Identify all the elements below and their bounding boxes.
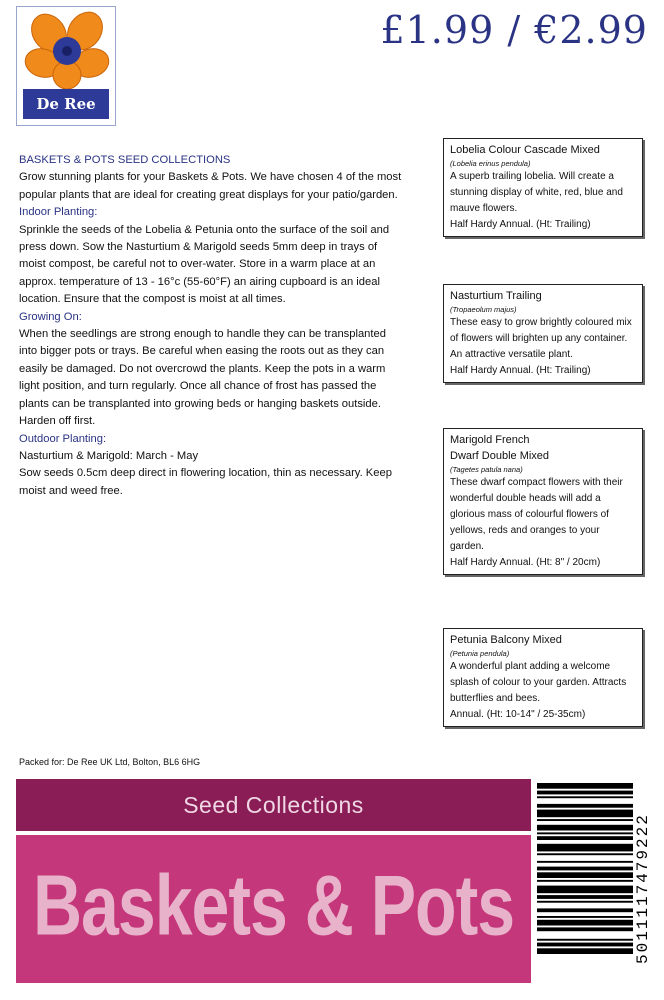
collection-band: Seed Collections [16, 779, 531, 831]
outdoor-text: Sow seeds 0.5cm deep direct in flowering location, thin as necessary. Keep moist and weed free. [19, 467, 392, 497]
barcode-bar [537, 901, 633, 903]
barcode-bar [537, 939, 633, 941]
flower-icon [23, 11, 111, 91]
variety-footer: Half Hardy Annual. (Ht: 8" / 20cm) [450, 557, 601, 568]
barcode-bar [537, 927, 633, 931]
barcode-bar [537, 861, 633, 863]
barcode-bar [537, 908, 633, 912]
variety-text: These easy to grow brightly coloured mix of flowers will brighten up any container. An attractive versatile plant. [450, 317, 632, 360]
variety-title: Marigold French [450, 434, 530, 446]
variety-latin: (Tropaeolum majus) [450, 305, 517, 314]
barcode-bar [537, 796, 633, 798]
variety-title: Nasturtium Trailing [450, 290, 542, 302]
outdoor-line: Nasturtium & Marigold: March - May [19, 449, 199, 462]
barcode-bar [537, 832, 633, 834]
barcode-bar [537, 804, 633, 808]
growing-heading: Growing On: [19, 310, 82, 323]
brand-name: De Ree [23, 89, 109, 119]
packed-for: Packed for: De Ree UK Ltd, Bolton, BL6 6HG [19, 757, 201, 767]
barcode-bar [537, 943, 633, 947]
barcode-bar [537, 948, 633, 954]
variety-box-petunia [443, 628, 643, 727]
variety-box-nasturtium [443, 284, 643, 383]
barcode-icon [537, 779, 647, 989]
barcode-bar [537, 783, 633, 789]
barcode-bar [537, 867, 633, 871]
barcode-bar [537, 819, 633, 821]
variety-title-line2: Dwarf Double Mixed [450, 450, 550, 462]
variety-latin: (Petunia pendula) [450, 649, 510, 658]
barcode-bar [537, 853, 633, 855]
instructions [19, 152, 405, 500]
indoor-heading: Indoor Planting: [19, 206, 98, 219]
barcode-bar [537, 872, 633, 878]
variety-footer: Annual. (Ht: 10-14" / 25-35cm) [450, 709, 586, 720]
main-heading: BASKETS & POTS SEED COLLECTIONS [19, 154, 231, 166]
variety-box-marigold [443, 428, 643, 575]
variety-title: Petunia Balcony Mixed [450, 634, 562, 646]
variety-latin: (Tagetes patula nana) [450, 465, 523, 474]
barcode-bar [537, 895, 633, 899]
barcode-bar [537, 836, 633, 840]
barcode-number: 5011117479222 [634, 813, 652, 965]
barcode-bar [537, 920, 633, 926]
indoor-text: Sprinkle the seeds of the Lobelia & Petunia onto the surface of the soil and press down. Sow the Nasturtium & Marigold seeds 5mm deep in trays of moist compost, be careful not to over-water. Store in a warm place at an approx. temperature of 13 - 16°c (55-60°F) an airing cupboard is an ideal location. Ensure that the compost is moist at all times. [19, 223, 390, 306]
variety-latin: (Lobelia erinus pendula) [450, 159, 531, 168]
barcode-bar [537, 880, 633, 882]
barcode-bar [537, 810, 633, 818]
product-title: Baskets & Pots [32, 858, 515, 954]
outdoor-heading: Outdoor Planting: [19, 432, 107, 445]
product-band [16, 835, 531, 983]
barcode-bar [537, 916, 633, 918]
barcode-bar [537, 791, 633, 795]
variety-box-lobelia [443, 138, 643, 237]
price: £1.99 / €2.99 [380, 8, 648, 52]
brand-logo [16, 6, 116, 126]
variety-text: These dwarf compact flowers with their wonderful double heads will add a glorious mass of colourful flowers of yellows, reds and oranges to your garden. [450, 477, 623, 552]
variety-title: Lobelia Colour Cascade Mixed [450, 144, 600, 156]
barcode-bar [537, 886, 633, 894]
barcode-bar [537, 844, 633, 852]
variety-footer: Half Hardy Annual. (Ht: Trailing) [450, 365, 591, 376]
variety-text: A wonderful plant adding a welcome splash of colour to your garden. Attracts butterflies and bees. [450, 661, 627, 704]
barcode-bar [537, 825, 633, 831]
variety-text: A superb trailing lobelia. Will create a stunning display of white, red, blue and mauve flowers. [450, 171, 623, 214]
intro-text: Grow stunning plants for your Baskets & Pots. We have chosen 4 of the most popular plants that are ideal for creating great displays for your patio/garden. [19, 171, 402, 201]
variety-footer: Half Hardy Annual. (Ht: Trailing) [450, 219, 591, 230]
growing-text: When the seedlings are strong enough to handle they can be transplanted into bigger pots or trays. Be careful when easing the roots out as they can easily be damaged. Do not overcrowd the plants. Keep the pots in a warm light position, and turn regularly. Once all chance of frost has passed the plants can be transplanted into growing beds or hanging baskets outside. Harden off first. [19, 328, 386, 428]
